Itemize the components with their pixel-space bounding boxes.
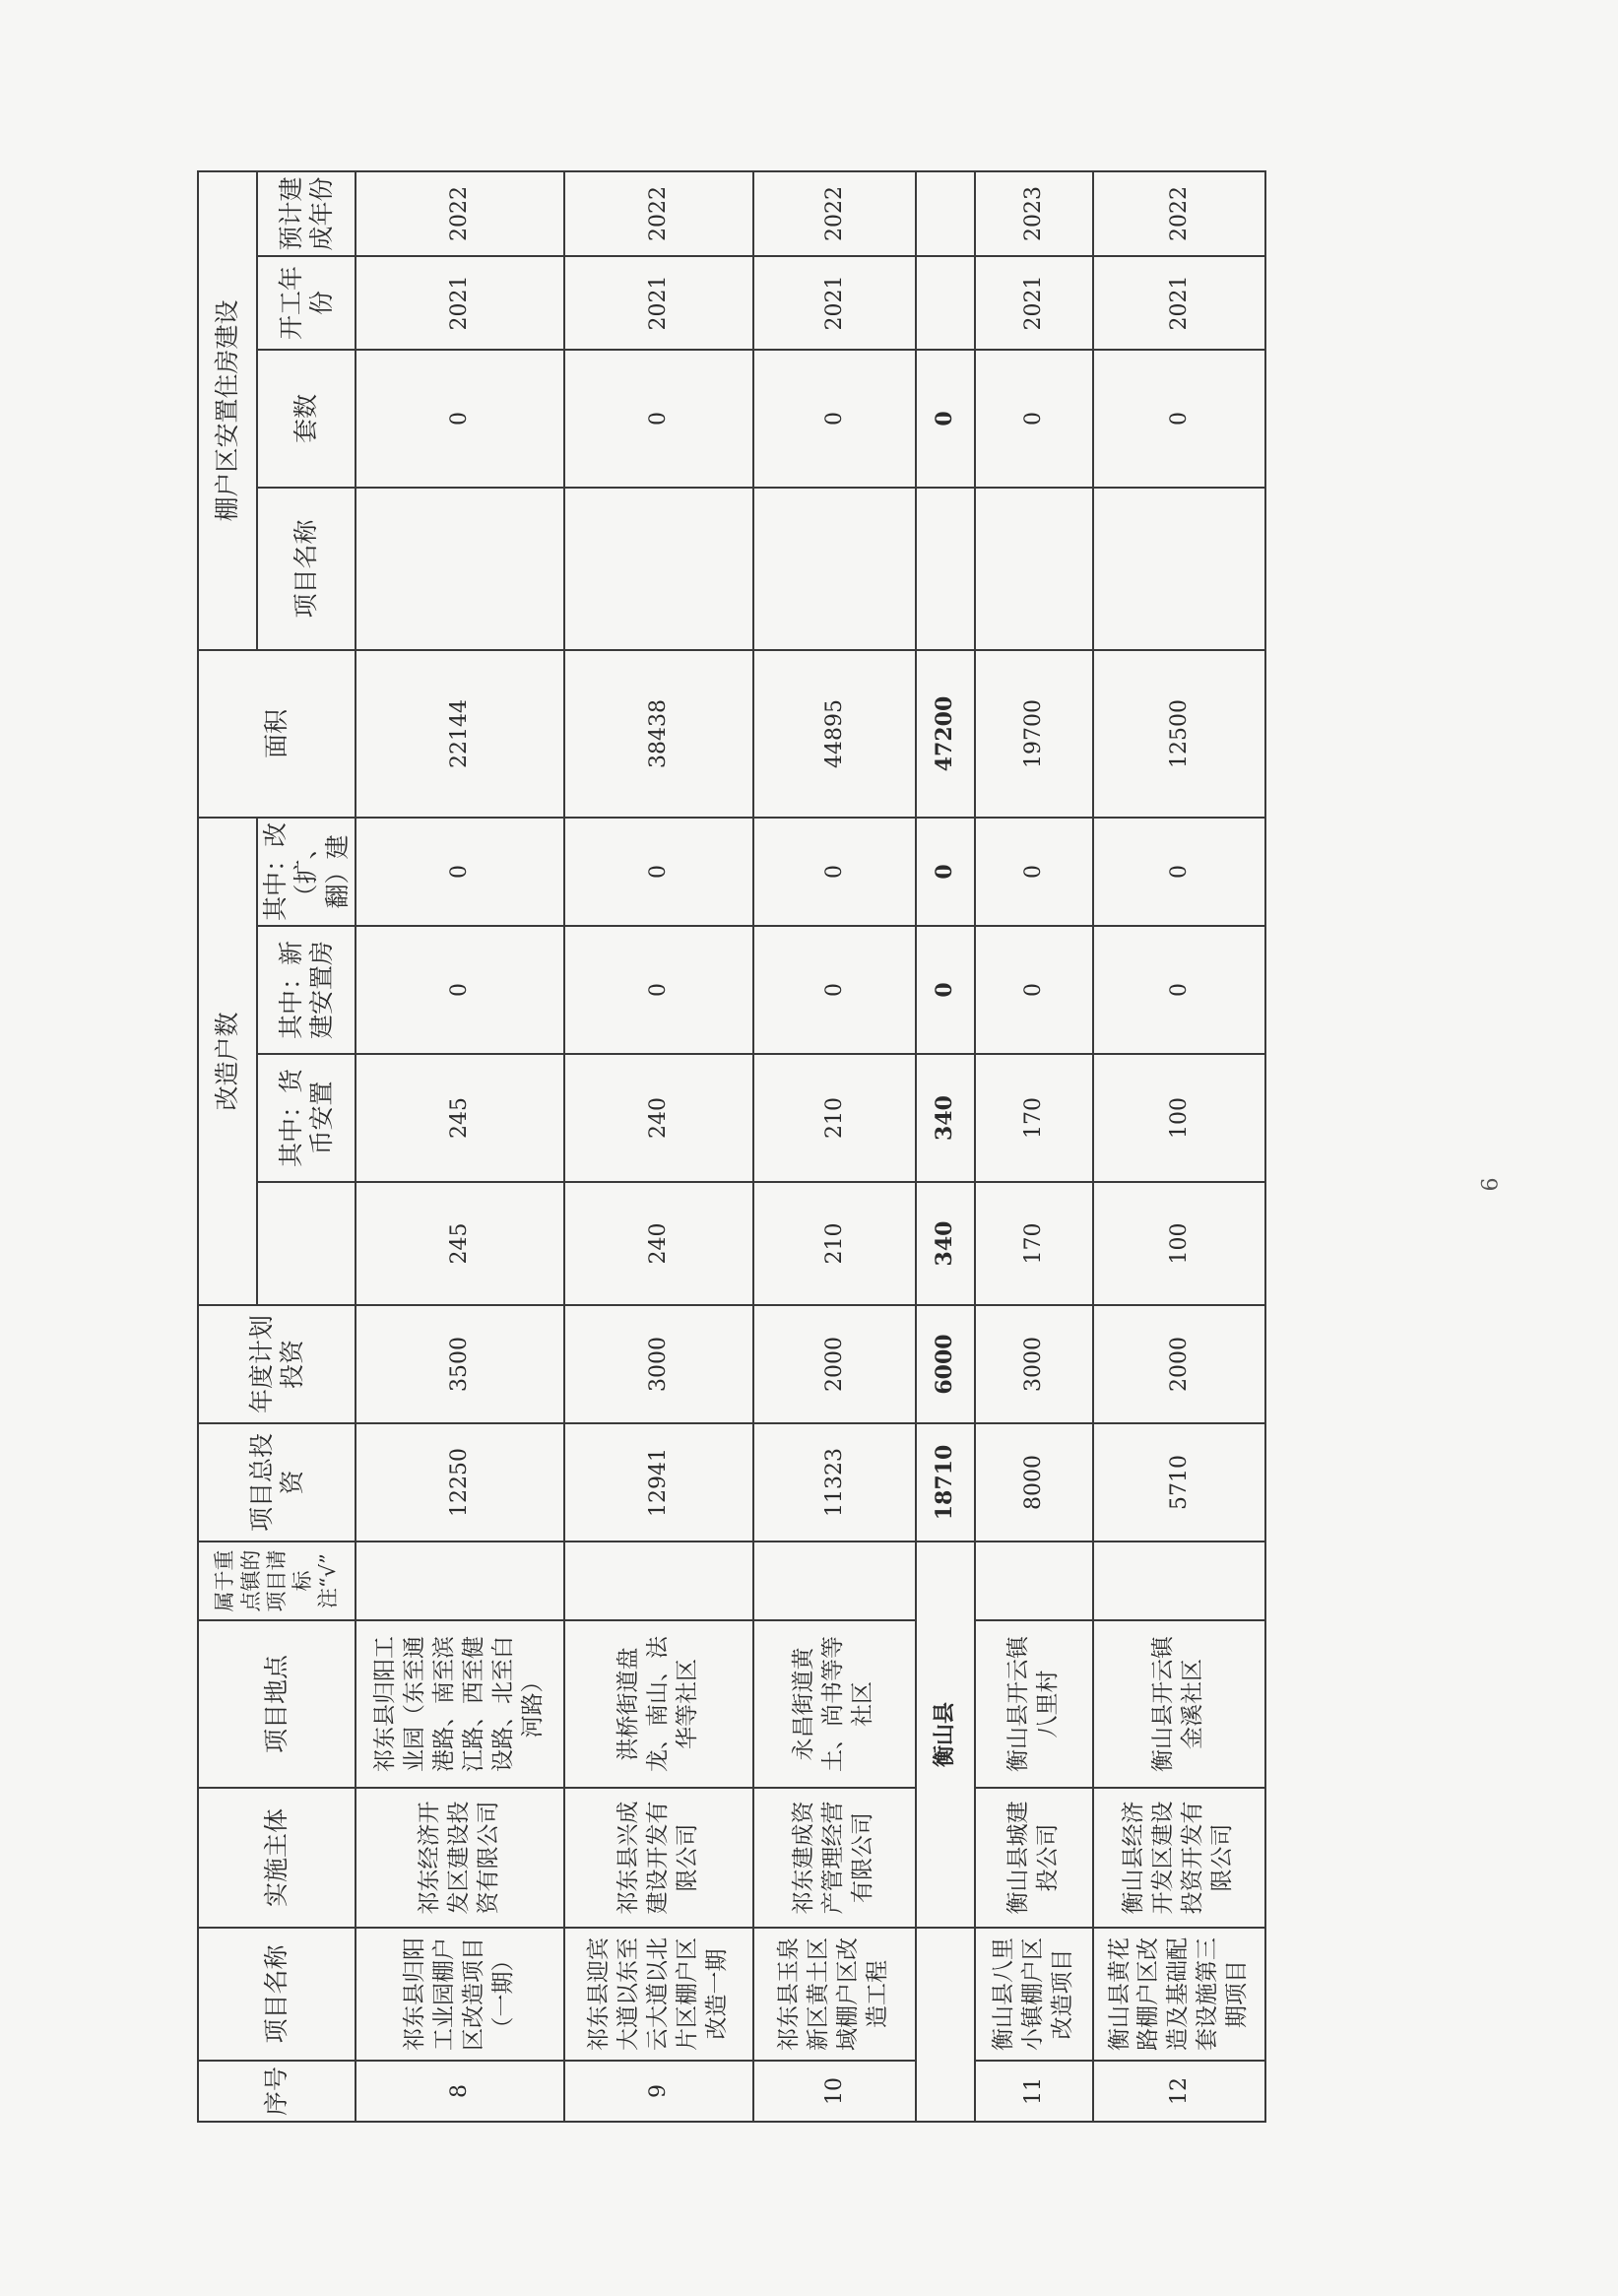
cell-finish-year: 2022 bbox=[1093, 171, 1265, 256]
cell-resettle-name bbox=[975, 488, 1093, 650]
cell-finish-year: 2023 bbox=[975, 171, 1093, 256]
cell-location: 衡山县开云镇八里村 bbox=[975, 1620, 1093, 1788]
cell-location: 洪桥街道盘龙、南山、法华等社区 bbox=[564, 1620, 753, 1788]
cell-total-invest: 5710 bbox=[1093, 1423, 1265, 1542]
header-name: 项目名称 bbox=[198, 1928, 356, 2061]
subtotal-households: 340 bbox=[916, 1182, 975, 1305]
subtotal-total-invest: 18710 bbox=[916, 1423, 975, 1542]
cell-renovate: 0 bbox=[564, 818, 753, 926]
cell-key-town bbox=[356, 1542, 564, 1620]
page-number: 6 bbox=[1478, 1177, 1504, 1192]
cell-org: 衡山县经济开发区建设投资开发有限公司 bbox=[1093, 1788, 1265, 1928]
cell-cash: 100 bbox=[1093, 1054, 1265, 1182]
header-renovate: 其中：改（扩、翻）建 bbox=[257, 818, 356, 926]
cell-seq: 9 bbox=[564, 2061, 753, 2122]
subtotal-renovate: 0 bbox=[916, 818, 975, 926]
cell-start-year: 2021 bbox=[564, 256, 753, 350]
subtotal-newbuild: 0 bbox=[916, 926, 975, 1054]
cell-name: 衡山县黄花路棚户区改造及基础配套设施第三期项目 bbox=[1093, 1928, 1265, 2061]
subtotal-area: 47200 bbox=[916, 650, 975, 818]
cell-annual-invest: 2000 bbox=[753, 1305, 916, 1423]
header-area: 面积 bbox=[198, 650, 356, 818]
cell-location: 祁东县归阳工业园（东至通港路、南至滨江路、西至健设路、北至白河路） bbox=[356, 1620, 564, 1788]
cell-annual-invest: 3500 bbox=[356, 1305, 564, 1423]
cell-area: 22144 bbox=[356, 650, 564, 818]
cell-key-town bbox=[753, 1542, 916, 1620]
cell-units: 0 bbox=[1093, 350, 1265, 488]
header-annual-invest: 年度计划投资 bbox=[198, 1305, 356, 1423]
cell-renovate: 0 bbox=[975, 818, 1093, 926]
subtotal-label: 衡山县 bbox=[916, 1542, 975, 1928]
cell-annual-invest: 2000 bbox=[1093, 1305, 1265, 1423]
cell-org: 衡山县城建投公司 bbox=[975, 1788, 1093, 1928]
cell-cash: 170 bbox=[975, 1054, 1093, 1182]
header-households-total bbox=[257, 1182, 356, 1305]
cell-location: 衡山县开云镇金溪社区 bbox=[1093, 1620, 1265, 1788]
table-body bbox=[356, 171, 1265, 2122]
shantytown-renovation-table bbox=[197, 170, 1266, 2123]
cell-key-town bbox=[975, 1542, 1093, 1620]
header-start-year: 开工年份 bbox=[257, 256, 356, 350]
cell-area: 19700 bbox=[975, 650, 1093, 818]
cell-org: 祁东经济开发区建设投资有限公司 bbox=[356, 1788, 564, 1928]
cell-households: 100 bbox=[1093, 1182, 1265, 1305]
subtotal-cash: 340 bbox=[916, 1054, 975, 1182]
cell-org: 祁东建成资产管理经营有限公司 bbox=[753, 1788, 916, 1928]
header-cash: 其中：货币安置 bbox=[257, 1054, 356, 1182]
rotated-table-wrapper bbox=[197, 172, 1364, 2123]
cell-finish-year: 2022 bbox=[753, 171, 916, 256]
cell-key-town bbox=[564, 1542, 753, 1620]
cell-start-year: 2021 bbox=[753, 256, 916, 350]
cell-resettle-name bbox=[356, 488, 564, 650]
cell-key-town bbox=[1093, 1542, 1265, 1620]
cell-households: 170 bbox=[975, 1182, 1093, 1305]
header-units: 套数 bbox=[257, 350, 356, 488]
cell-seq: 12 bbox=[1093, 2061, 1265, 2122]
cell-cash: 245 bbox=[356, 1054, 564, 1182]
cell-seq: 10 bbox=[753, 2061, 916, 2122]
header-key-town: 属于重点镇的项目请标注“√” bbox=[198, 1542, 356, 1620]
subtotal-resettle-name bbox=[916, 488, 975, 650]
cell-name: 衡山县八里小镇棚户区改造项目 bbox=[975, 1928, 1093, 2061]
cell-newbuild: 0 bbox=[356, 926, 564, 1054]
cell-area: 44895 bbox=[753, 650, 916, 818]
header-newbuild: 其中：新建安置房 bbox=[257, 926, 356, 1054]
cell-seq: 11 bbox=[975, 2061, 1093, 2122]
cell-name: 祁东县归阳工业园棚户区改造项目（一期） bbox=[356, 1928, 564, 2061]
cell-newbuild: 0 bbox=[564, 926, 753, 1054]
header-seq: 序号 bbox=[198, 2061, 356, 2122]
cell-total-invest: 12941 bbox=[564, 1423, 753, 1542]
table-row bbox=[356, 171, 564, 2122]
cell-start-year: 2021 bbox=[975, 256, 1093, 350]
header-finish-year: 预计建成年份 bbox=[257, 171, 356, 256]
cell-start-year: 2021 bbox=[1093, 256, 1265, 350]
cell-total-invest: 11323 bbox=[753, 1423, 916, 1542]
cell-units: 0 bbox=[356, 350, 564, 488]
cell-units: 0 bbox=[564, 350, 753, 488]
cell-resettle-name bbox=[1093, 488, 1265, 650]
cell-renovate: 0 bbox=[753, 818, 916, 926]
table-row bbox=[564, 171, 753, 2122]
cell-households: 240 bbox=[564, 1182, 753, 1305]
subtotal-finish-year bbox=[916, 171, 975, 256]
subtotal-units: 0 bbox=[916, 350, 975, 488]
cell-total-invest: 8000 bbox=[975, 1423, 1093, 1542]
cell-annual-invest: 3000 bbox=[975, 1305, 1093, 1423]
cell-households: 245 bbox=[356, 1182, 564, 1305]
header-resettle-name: 项目名称 bbox=[257, 488, 356, 650]
cell-location: 永昌街道黄土、尚书等等社区 bbox=[753, 1620, 916, 1788]
cell-resettle-name bbox=[753, 488, 916, 650]
cell-units: 0 bbox=[753, 350, 916, 488]
cell-total-invest: 12250 bbox=[356, 1423, 564, 1542]
subtotal-start-year bbox=[916, 256, 975, 350]
header-resettle-group: 棚户区安置住房建设 bbox=[198, 171, 257, 650]
table-row bbox=[753, 171, 916, 2122]
cell-area: 38438 bbox=[564, 650, 753, 818]
cell-finish-year: 2022 bbox=[356, 171, 564, 256]
subtotal-spacer-left bbox=[916, 1928, 975, 2122]
cell-renovate: 0 bbox=[1093, 818, 1265, 926]
cell-name: 祁东县迎宾大道以东至云大道以北片区棚户区改造一期 bbox=[564, 1928, 753, 2061]
header-total-invest: 项目总投资 bbox=[198, 1423, 356, 1542]
header-row-1 bbox=[198, 171, 257, 2122]
cell-cash: 210 bbox=[753, 1054, 916, 1182]
cell-units: 0 bbox=[975, 350, 1093, 488]
cell-households: 210 bbox=[753, 1182, 916, 1305]
cell-newbuild: 0 bbox=[975, 926, 1093, 1054]
cell-resettle-name bbox=[564, 488, 753, 650]
cell-cash: 240 bbox=[564, 1054, 753, 1182]
cell-finish-year: 2022 bbox=[564, 171, 753, 256]
table-row bbox=[1093, 171, 1265, 2122]
subtotal-annual-invest: 6000 bbox=[916, 1305, 975, 1423]
cell-newbuild: 0 bbox=[1093, 926, 1265, 1054]
cell-name: 祁东县玉泉新区黄土区域棚户区改造工程 bbox=[753, 1928, 916, 2061]
cell-area: 12500 bbox=[1093, 650, 1265, 818]
header-location: 项目地点 bbox=[198, 1620, 356, 1788]
header-households-group: 改造户数 bbox=[198, 818, 257, 1305]
cell-start-year: 2021 bbox=[356, 256, 564, 350]
cell-newbuild: 0 bbox=[753, 926, 916, 1054]
cell-renovate: 0 bbox=[356, 818, 564, 926]
cell-org: 祁东县兴成建设开发有限公司 bbox=[564, 1788, 753, 1928]
cell-annual-invest: 3000 bbox=[564, 1305, 753, 1423]
cell-seq: 8 bbox=[356, 2061, 564, 2122]
subtotal-row bbox=[916, 171, 975, 2122]
header-org: 实施主体 bbox=[198, 1788, 356, 1928]
table-row bbox=[975, 171, 1093, 2122]
